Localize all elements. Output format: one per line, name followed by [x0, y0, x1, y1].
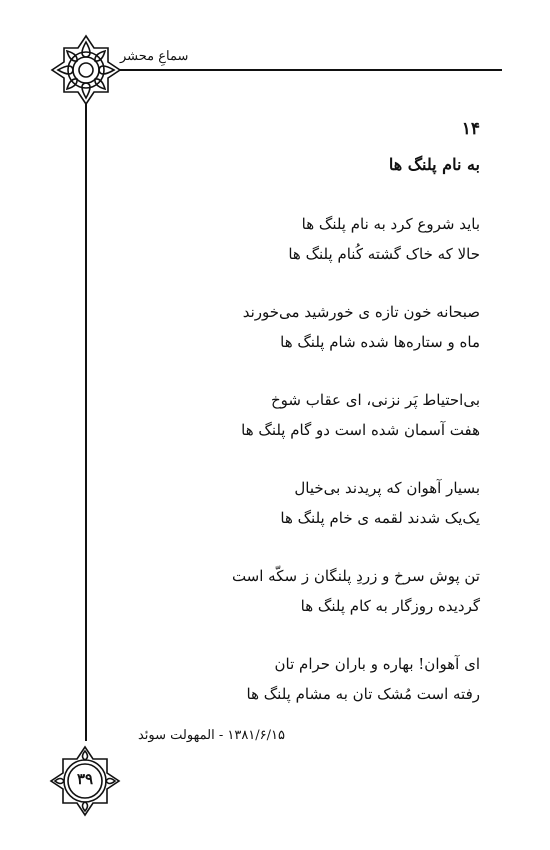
stanza [160, 649, 480, 709]
stanza [160, 561, 480, 621]
verse-line: بی‌احتیاط پَر نزنی، ای عقاب شوخ [270, 391, 480, 409]
verse-line: حالا که خاک گشته کُنام پلنگ ها [288, 245, 480, 263]
poem-body [160, 115, 480, 737]
verse-line: هفت آسمان شده است دو گام پلنگ ها [241, 421, 480, 439]
poem-number: ۱۴ [461, 119, 480, 139]
stanza [160, 209, 480, 269]
verse-line: یک‌یک شدند لقمه ی خام پلنگ ها [280, 509, 480, 527]
stanza [160, 385, 480, 445]
margin-rule [85, 96, 87, 741]
verse-line: ماه و ستاره‌ها شده شام پلنگ ها [280, 333, 480, 351]
verse-line: بسیار آهوان که پریدند بی‌خیال [294, 479, 480, 497]
verse-line: رفته است مُشک تان به مشام پلنگ ها [246, 685, 480, 703]
verse-line: گردیده روزگار به کام پلنگ ها [300, 597, 480, 615]
page-number: ۳۹ [76, 770, 94, 788]
verse-line: باید شروع کرد به نام پلنگ ها [301, 215, 480, 233]
header-rule [110, 69, 502, 71]
running-title: سماعِ محشر [120, 49, 189, 64]
date-place-signature: ۱۳۸۱/۶/۱۵ - المهولت سوئد [137, 728, 285, 743]
verse-line: تن پوش سرخ و زردِ پلنگان ز سکّه است [231, 567, 480, 585]
stanza-list [160, 209, 480, 709]
verse-line: صبحانه خون تازه ی خورشید می‌خورند [242, 303, 480, 321]
rosette-ornament-icon [50, 34, 122, 106]
verse-line: ای آهوان! بهاره و باران حرام تان [274, 655, 480, 673]
poem-title: به نام پلنگ ها [388, 155, 480, 174]
stanza [160, 297, 480, 357]
stanza [160, 473, 480, 533]
